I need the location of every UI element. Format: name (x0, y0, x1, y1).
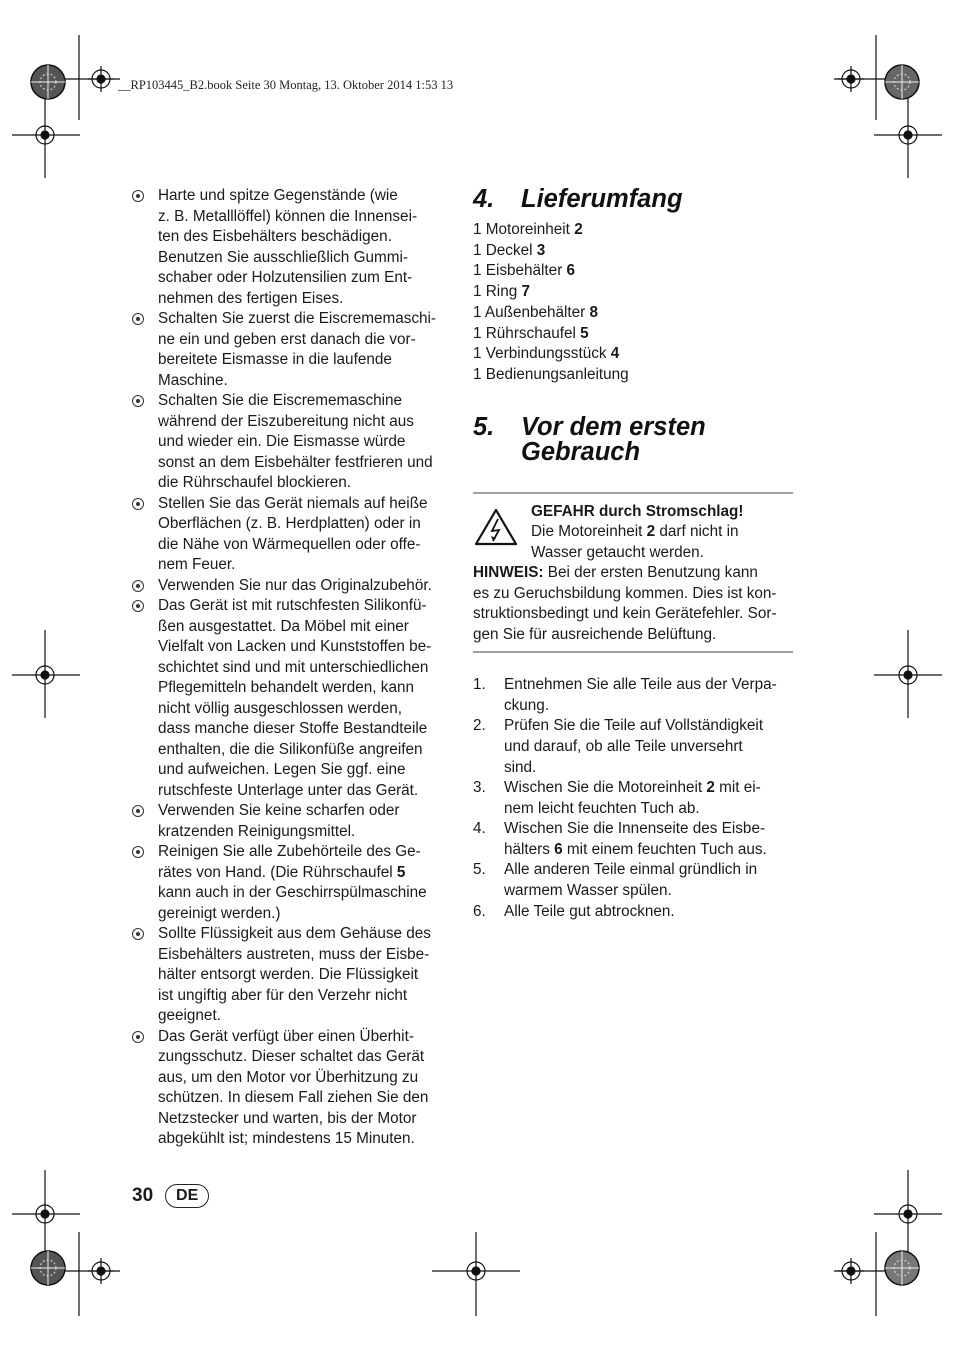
step-item (473, 902, 793, 923)
bullet-circle-icon (132, 498, 144, 510)
bullet-text-line: abgekühlt ist; mindestens 15 Minuten. (158, 1130, 415, 1147)
bullet-text-line: geeignet. (158, 1007, 221, 1024)
delivery-item: 1 Außenbehälter 8 (473, 303, 599, 321)
step-text-line: hälters 6 mit einem feuchten Tuch aus. (504, 840, 767, 858)
step-number: 3. (473, 779, 486, 797)
safety-bullet-item (132, 391, 452, 494)
delivery-item: 1 Motoreinheit 2 (473, 221, 583, 238)
bullet-text-line: und aufweichen. Legen Sie ggf. eine (158, 761, 406, 778)
bullet-text-line: ßen ausgestattet. Da Möbel mit einer (158, 617, 409, 635)
bullet-circle-icon (132, 580, 144, 592)
hint-text: struktionsbedingt und kein Gerätefehler. Sor- (473, 605, 777, 623)
warning-text: Die Motoreinheit 2 darf nicht in (531, 523, 739, 541)
page-footer (132, 1184, 209, 1208)
step-text-line: Alle anderen Teile einmal gründlich in (504, 861, 758, 879)
hint-text: es zu Geruchsbildung kommen. Dies ist kon- (473, 584, 777, 602)
bullet-text-line: Verwenden Sie keine scharfen oder (158, 802, 400, 819)
section-4-heading (473, 187, 793, 212)
bullet-text-line: schichtet sind und mit unterschiedlichen (158, 658, 429, 676)
bullet-text-line: Verwenden Sie nur das Originalzubehör. (158, 576, 432, 594)
section-title-line: Gebrauch (521, 437, 641, 466)
bullet-text-line: hälter entsorgt werden. Die Flüssigkeit (158, 966, 419, 983)
bullet-text-line: z. B. Metalllöffel) können die Innensei- (158, 207, 418, 225)
bullet-circle-icon (132, 395, 144, 407)
bullet-text-line: schützen. In diesem Fall ziehen Sie den (158, 1089, 429, 1106)
safety-bullet-item (132, 186, 452, 309)
safety-bullet-item (132, 924, 452, 1027)
step-number: 5. (473, 861, 486, 879)
step-text-line: sind. (504, 758, 537, 776)
section-title: Lieferumfang (521, 185, 683, 213)
delivery-item: 1 Ring 7 (473, 283, 530, 301)
bullet-text-line: Netzstecker und warten, bis der Motor (158, 1109, 417, 1127)
step-text-line: nem leicht feuchten Tuch ab. (504, 799, 700, 817)
step-item (473, 675, 793, 716)
bullet-text-line: Oberflächen (z. B. Herdplatten) oder in (158, 515, 421, 532)
bullet-text-line: ne ein und geben erst danach die vor- (158, 330, 416, 348)
hint-note (473, 563, 793, 645)
bullet-circle-icon (132, 600, 144, 612)
bullet-text-line: rutschfeste Unterlage unter das Gerät. (158, 781, 419, 799)
bullet-circle-icon (132, 190, 144, 202)
part-reference-number: 8 (589, 303, 599, 321)
step-text-line: ckung. (504, 696, 550, 714)
delivery-item: 1 Verbindungsstück 4 (473, 345, 620, 363)
warning-text: Wasser getaucht werden. (531, 543, 704, 561)
section-number: 4. (473, 185, 495, 213)
bullet-text-line: nehmen des fertigen Eises. (158, 289, 344, 307)
bullet-text-line: während der Eiszubereitung nicht aus (158, 412, 414, 430)
bullet-text-line: Eisbehälters austreten, muss der Eisbe- (158, 945, 430, 963)
bullet-text-line: bereitete Eismasse in die laufende (158, 351, 392, 368)
safety-bullet-item (132, 842, 452, 924)
bullet-text-line: nicht völlig ausgeschlossen werden, (158, 699, 403, 717)
step-number: 2. (473, 717, 486, 735)
part-reference-number: 6 (566, 262, 576, 280)
step-number: 1. (473, 676, 486, 694)
section-number: 5. (473, 412, 495, 441)
bullet-text-line: Maschine. (158, 371, 228, 389)
section-title (521, 412, 706, 466)
section-5-heading (473, 412, 793, 466)
preparation-steps (473, 675, 793, 922)
safety-bullet-item (132, 576, 452, 597)
bullet-text-line: Harte und spitze Gegenstände (wie (158, 187, 398, 204)
safety-bullet-item (132, 596, 452, 801)
safety-bullet-item (132, 309, 452, 391)
bullet-text-line: Reinigen Sie alle Zubehörteile des Ge- (158, 843, 421, 860)
step-item (473, 778, 793, 819)
bullet-text-line: Schalten Sie zuerst die Eiscrememaschi- (158, 310, 437, 327)
step-item (473, 716, 793, 778)
hint-label: HINWEIS: (473, 564, 544, 582)
warning-title: GEFAHR durch Stromschlag! (531, 502, 744, 520)
bullet-text-line: und wieder ein. Die Eismasse würde (158, 433, 406, 450)
bullet-text-line: aus, um den Motor vor Überhitzung zu (158, 1068, 419, 1086)
bullet-text-line: Vielfalt von Lacken und Kunststoffen be- (158, 638, 432, 655)
bullet-text-line: zungsschutz. Dieser schaltet das Gerät (158, 1048, 425, 1065)
safety-bullet-list (132, 186, 452, 1150)
bullet-text-line: Schalten Sie die Eiscrememaschine (158, 392, 403, 409)
step-number: 6. (473, 902, 486, 920)
delivery-item: 1 Eisbehälter 6 (473, 262, 576, 280)
part-reference-number: 5 (580, 324, 589, 342)
delivery-scope-list (473, 220, 793, 386)
bullet-text-line: Das Gerät ist mit rutschfesten Silikonfü- (158, 597, 427, 614)
bullet-text-line: sonst an dem Eisbehälter festfrieren und (158, 453, 433, 471)
bullet-text-line: enthalten, die die Silikonfüße angreifen (158, 740, 423, 758)
hint-text: Bei der ersten Benutzung kann (543, 564, 758, 582)
bullet-text-line: kann auch in der Geschirrspülmaschine (158, 884, 427, 901)
language-badge: DE (165, 1184, 209, 1208)
bullet-text-line: ist ungiftig aber für den Verzehr nicht (158, 986, 408, 1004)
delivery-item: 1 Bedienungsanleitung (473, 365, 629, 383)
bullet-text-line: gereinigt werden.) (158, 904, 281, 922)
bullet-text-line: Pflegemitteln behandelt werden, kann (158, 679, 414, 696)
section-title-line: Vor dem ersten (521, 412, 706, 441)
warning-box (473, 492, 793, 654)
step-item (473, 860, 793, 901)
bullet-circle-icon (132, 928, 144, 940)
bullet-text-line: kratzenden Reinigungsmittel. (158, 822, 356, 840)
bullet-circle-icon (132, 1031, 144, 1043)
bullet-text-line: nem Feuer. (158, 556, 236, 573)
right-column (473, 186, 793, 922)
part-reference-number: 3 (536, 241, 546, 259)
bullet-text-line: dass manche dieser Stoffe Bestandteile (158, 720, 428, 737)
page-number: 30 (132, 1185, 154, 1206)
bullet-text-line: Sollte Flüssigkeit aus dem Gehäuse des (158, 925, 431, 942)
hint-text: gen Sie für ausreichende Belüftung. (473, 625, 717, 643)
delivery-item: 1 Rührschaufel 5 (473, 324, 589, 342)
step-text-line: Wischen Sie die Motoreinheit 2 mit ei- (504, 779, 761, 797)
bullet-text-line: ten des Eisbehälters beschädigen. (158, 228, 392, 245)
bullet-text-line: die Rührschaufel blockieren. (158, 474, 352, 491)
bullet-text-line: die Nähe von Wärmequellen oder offe- (158, 535, 421, 553)
step-item (473, 819, 793, 860)
delivery-item: 1 Deckel 3 (473, 241, 546, 259)
bullet-circle-icon (132, 846, 144, 858)
bullet-text-line: Stellen Sie das Gerät niemals auf heiße (158, 494, 428, 512)
part-reference-number: 4 (610, 345, 620, 363)
safety-bullet-item (132, 1027, 452, 1150)
bullet-text-line: Benutzen Sie ausschließlich Gummi- (158, 248, 408, 266)
print-file-info: __RP103445_B2.book Seite 30 Montag, 13. Oktober 2014 1:53 13 (118, 78, 454, 92)
bullet-circle-icon (132, 313, 144, 325)
bullet-circle-icon (132, 805, 144, 817)
step-text-line: und darauf, ob alle Teile unversehrt (504, 737, 743, 755)
step-text-line: Wischen Sie die Innenseite des Eisbe- (504, 820, 766, 838)
step-text-line: warmem Wasser spülen. (504, 882, 672, 900)
step-text-line: Alle Teile gut abtrocknen. (504, 902, 675, 920)
high-voltage-warning-icon (474, 508, 518, 546)
bullet-text-line: rätes von Hand. (Die Rührschaufel 5 (158, 863, 406, 881)
step-text-line: Entnehmen Sie alle Teile aus der Verpa- (504, 676, 777, 694)
step-number: 4. (473, 820, 486, 838)
electric-shock-warning (473, 502, 793, 564)
step-text-line: Prüfen Sie die Teile auf Vollständigkeit (504, 717, 764, 735)
safety-bullet-item (132, 801, 452, 842)
part-reference-number: 2 (574, 221, 583, 238)
safety-bullet-item (132, 494, 452, 576)
bullet-text-line: Das Gerät verfügt über einen Überhit- (158, 1027, 414, 1045)
part-reference-number: 7 (521, 283, 530, 301)
bullet-text-line: schaber oder Holzutensilien zum Ent- (158, 269, 413, 286)
